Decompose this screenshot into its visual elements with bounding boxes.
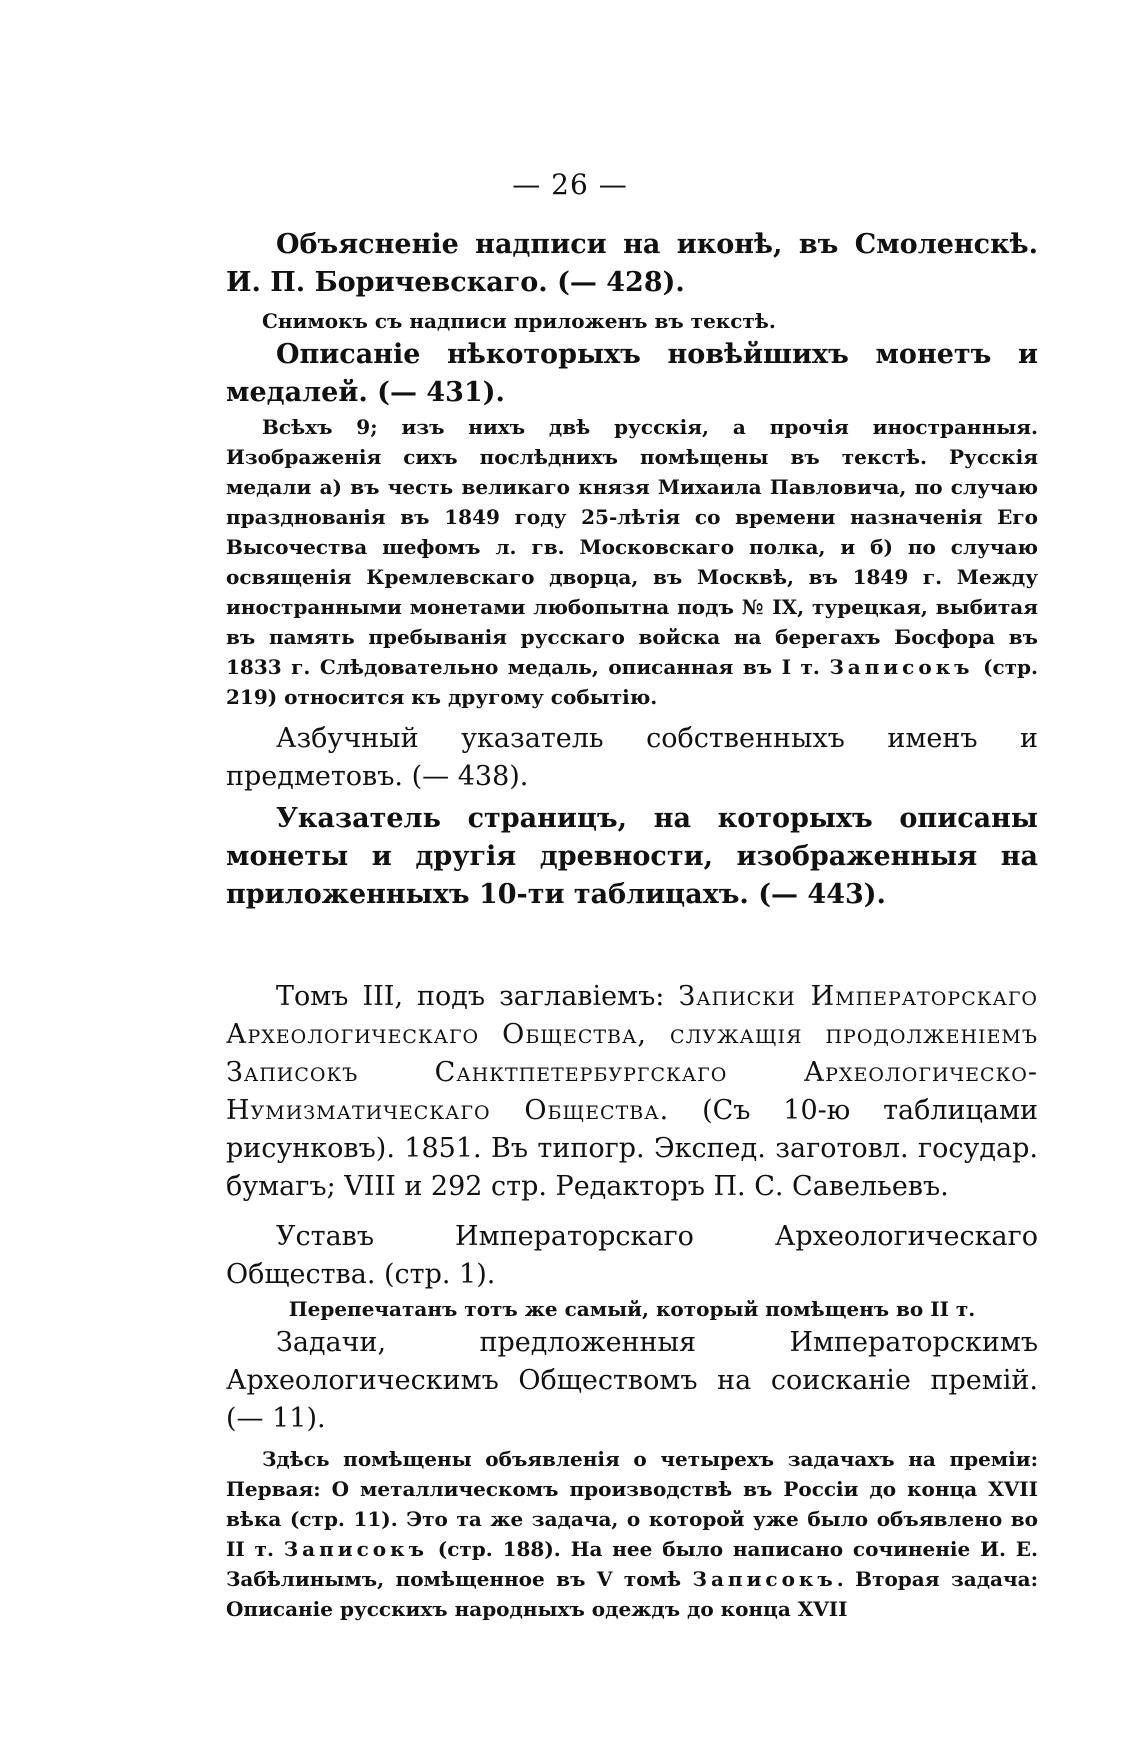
- entries-bottom: [226, 1218, 1038, 1624]
- note-tasks-zapisok-1: Записокъ: [283, 1537, 428, 1561]
- volume-iii-title: Записки Императорскаго Археологическаго Общества, служащія продолженіемъ Записокъ Санктпетербургскаго Археологическо-Нумизматическаго Общества.: [226, 981, 1039, 1126]
- note-coins-text-1: Всѣхъ 9; изъ нихъ двѣ русскія, а прочія иностранныя. Изображенія сихъ послѣднихъ помѣщены въ текстѣ. Русскія медали а) въ честь великаго князя Михаила Павловича, по случаю празднованія въ 1849 году 25-лѣтія со времени назначенія Его Высочества шефомъ л. гв. Московскаго полка, и б) по случаю освященія Кремлевскаго дворца, въ Москвѣ, въ 1849 г. Между иностранными монетами любопытна подъ № IX, турецкая, выбитая въ память пребыванія русскаго войска на берегахъ Босфора въ 1833 г. Слѣдовательно медаль, описанная въ I т.: [226, 415, 1038, 679]
- entry-icon-inscription: Объясненіе надписи на иконѣ, въ Смоленскѣ. И. П. Боричевскаго. (— 428).: [226, 229, 1038, 298]
- entry-pages-index: Указатель страницъ, на которыхъ описаны монеты и другія древности, изображенныя на приложенныхъ 10-ти таблицахъ. (— 443).: [226, 803, 1038, 910]
- volume-iii-details: (Съ 10-ю таблицами рисунковъ). 1851. Въ типогр. Экспед. заготовл. государ. бумагъ; VIII и 292 стр. Редакторъ П. С. Савельевъ.: [226, 1095, 1039, 1202]
- note-charter: Перепечатанъ тотъ же самый, который помѣщенъ во II т.: [288, 1297, 976, 1321]
- volume-iii-lead: Томъ III, подъ заглавіемъ:: [276, 981, 679, 1012]
- note-coins-text-2: (стр. 219) относится къ другому событію.: [226, 655, 1038, 709]
- note-coins-medals: [226, 412, 1038, 712]
- note-tasks: [226, 1444, 1038, 1624]
- note-tasks-text-3: . Вторая задача: Описаніе русскихъ народныхъ одеждъ до конца XVII: [226, 1567, 1038, 1621]
- note-coins-zapisok: Записокъ: [829, 655, 974, 679]
- page-number: — 26 —: [512, 168, 628, 201]
- note-tasks-text-2: (стр. 188). На нее было написано сочиненіе И. Е. Забѣлинымъ, помѣщенное въ V томѣ: [226, 1537, 1038, 1591]
- entry-coins-medals: Описаніе нѣкоторыхъ новѣйшихъ монетъ и медалей. (— 431).: [226, 339, 1038, 408]
- volume-iii-description: [226, 978, 1038, 1206]
- entry-alphabetical-index: Азбучный указатель собственныхъ именъ и предметовъ. (— 438).: [226, 723, 1038, 792]
- note-icon-inscription: Снимокъ съ надписи приложенъ въ текстѣ.: [262, 309, 776, 333]
- entry-charter: Уставъ Императорскаго Археологическаго Общества. (стр. 1).: [226, 1221, 1038, 1290]
- note-tasks-zapisok-2: Записокъ: [692, 1567, 837, 1591]
- entries-top: [226, 226, 1038, 914]
- volume-iii: [226, 978, 1038, 1206]
- entry-tasks: Задачи, предложенныя Императорскимъ Археологическимъ Обществомъ на соисканіе премій. (— 11).: [226, 1327, 1038, 1434]
- note-tasks-text-1: Здѣсь помѣщены объявленія о четырехъ задачахъ на преміи: Первая: О металлическомъ производствѣ въ Россіи до конца XVII вѣка (стр. 11). Это та же задача, о которой уже было объявлено во II т.: [226, 1447, 1038, 1561]
